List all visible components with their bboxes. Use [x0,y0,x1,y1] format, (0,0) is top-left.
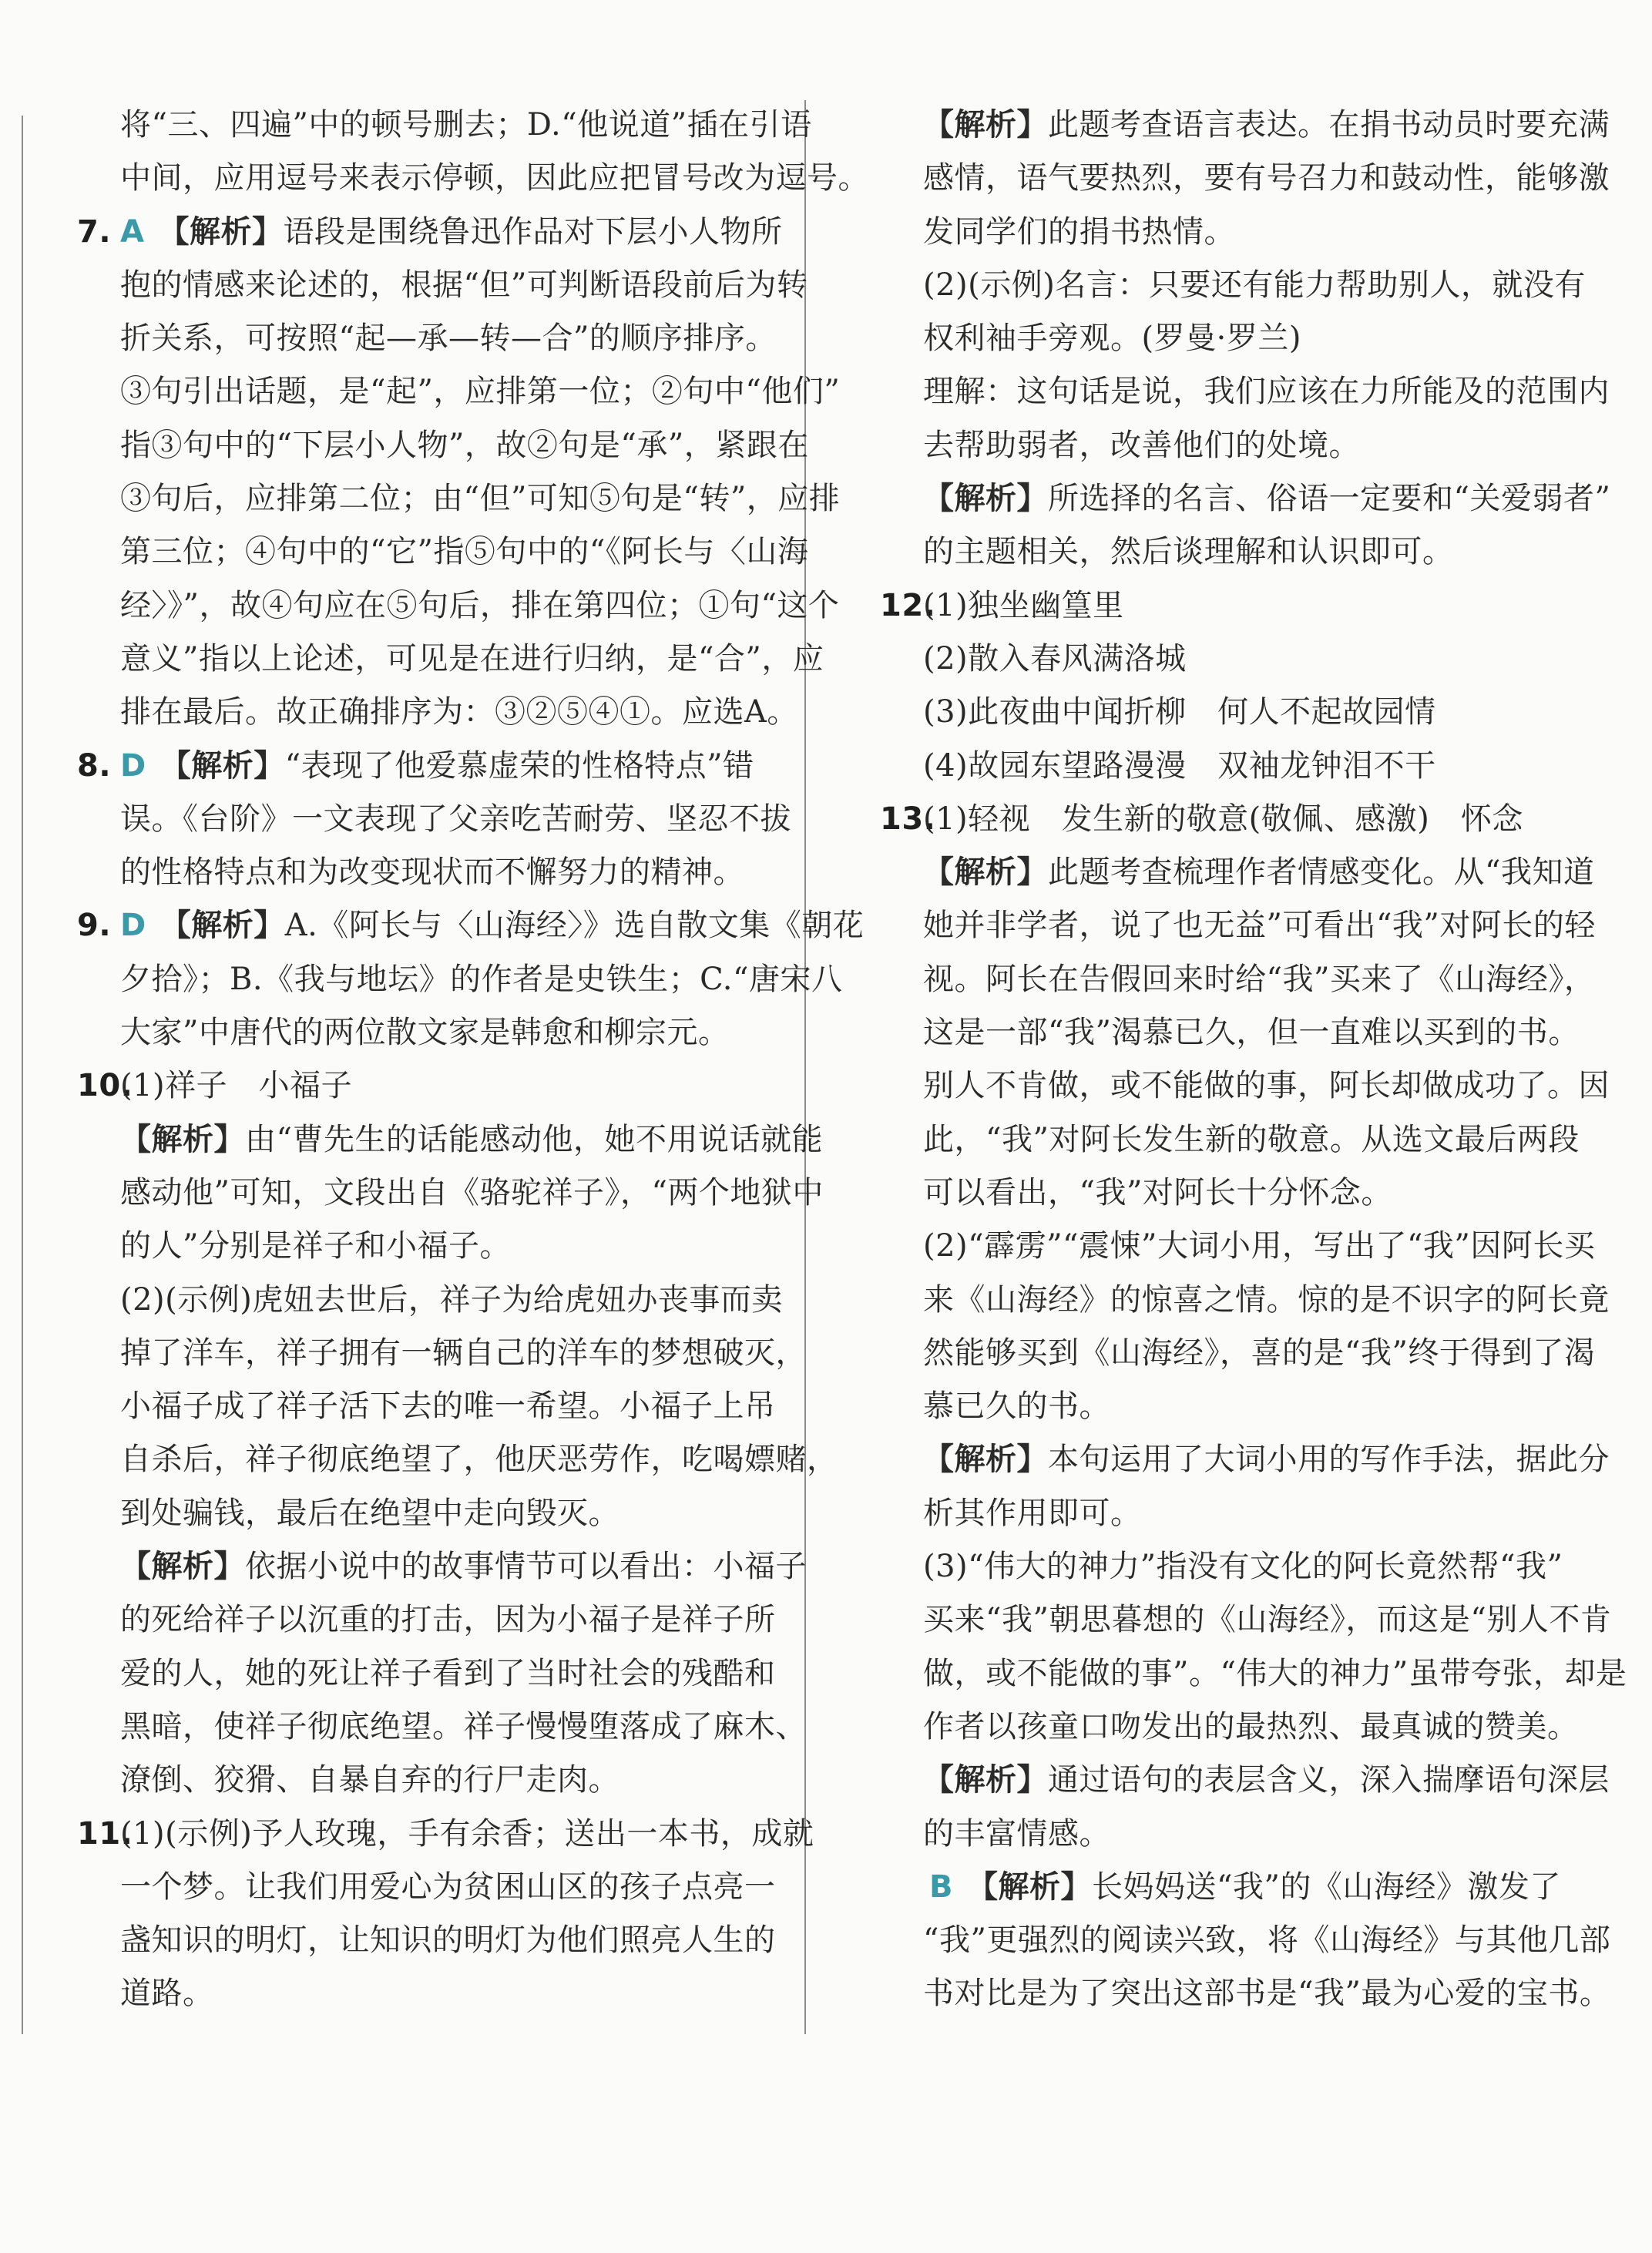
question-number: 13. [880,801,936,837]
question-number: 8. [77,747,112,784]
left-text-line [77,1059,771,1113]
left-text-line [77,1593,776,1647]
right-text-line [880,152,1610,205]
line-text: (3)“伟大的神力”指没有文化的阿长竟然帮“我” [923,1549,1563,1585]
left-text-line [77,740,771,793]
line-text: 爱的人，她的死让祥子看到了当时社会的残酷和 [120,1655,776,1691]
right-text-line [880,1274,1610,1327]
right-text-line [880,1327,1596,1380]
right-text-line [880,525,1543,579]
left-text-line [77,1113,823,1167]
right-text-line [880,206,1543,259]
line-text: 小福子成了祥子活下去的唯一希望。小福子上吊 [120,1388,776,1425]
line-text: 抱的情感来论述的，根据“但”可判断语段前后为转 [120,267,808,303]
line-text: 通过语句的表层含义，深入揣摩语句深层 [1048,1762,1610,1798]
analysis-tag: 【解析】 [923,1762,1048,1798]
line-text: 然能够买到《山海经》，喜的是“我”终于得到了渴 [923,1335,1596,1371]
line-text: 作者以孩童口吻发出的最热烈、最真诚的赞美。 [923,1708,1579,1744]
left-text-line [77,152,869,205]
right-text-line [880,1220,1596,1273]
left-text-line [77,472,841,525]
analysis-tag: 【解析】 [967,1869,1092,1905]
left-text-line [77,419,809,472]
right-text-line [880,1540,1563,1593]
question-number: 10. [77,1068,133,1104]
line-text: 潦倒、狡猾、自暴自弃的行尸走肉。 [120,1762,620,1798]
left-text-line [77,1220,771,1273]
left-text-line [77,1914,776,1967]
left-text-line [77,1487,771,1540]
right-text-line [880,419,1543,472]
line-text: 掉了洋车，祥子拥有一辆自己的洋车的梦想破灭， [120,1335,807,1371]
line-text: 依据小说中的故事情节可以看出：小福子 [245,1549,807,1585]
line-text: 她并非学者，说了也无益”可看出“我”对阿长的轻 [923,908,1596,944]
line-text: 感情，语气要热烈，要有号召力和鼓动性，能够激 [923,160,1610,196]
line-text: 道路。 [120,1976,214,2012]
analysis-tag: 【解析】 [120,1549,245,1585]
right-text-line [880,1113,1580,1167]
line-text: A.《阿长与〈山海经〉》选自散文集《朝花 [284,908,865,944]
line-text: 的死给祥子以沉重的打击，因为小福子是祥子所 [120,1602,776,1638]
analysis-tag: 【解析】 [159,747,285,784]
line-text: 本句运用了大词小用的写作手法，据此分 [1048,1442,1610,1478]
left-text-line [77,686,798,739]
right-text-line [880,1967,1611,2020]
right-text-line [880,740,1543,793]
line-text: “我”更强烈的阅读兴致，将《山海经》与其他几部 [923,1922,1611,1959]
right-text-line [880,1914,1611,1967]
line-text: 感动他”可知，文段出自《骆驼祥子》，“两个地狱中 [120,1174,824,1210]
right-column [880,99,1627,2021]
line-text: 发同学们的捐书热情。 [923,213,1235,250]
right-text-line [880,793,1543,846]
right-text-line [880,1593,1612,1647]
line-text: (2)散入春风满洛城 [923,640,1187,677]
left-text-line [77,1006,771,1059]
right-text-line [880,1380,1543,1433]
line-text: 别人不肯做，或不能做的事，阿长却做成功了。因 [923,1068,1610,1104]
left-text-line [77,953,843,1006]
left-text-line [77,1167,824,1220]
left-margin-rule [22,116,23,2034]
left-text-line [77,1327,807,1380]
right-text-line [880,259,1586,312]
line-text: (2)(示例)虎妞去世后，祥子为给虎妞办丧事而卖 [120,1281,783,1318]
line-text: ③句引出话题，是“起”，应排第一位；②句中“他们” [120,374,841,410]
line-text: 长妈妈送“我”的《山海经》激发了 [1092,1869,1561,1905]
right-text-line [880,1861,1561,1914]
left-text-line [77,365,841,418]
answer-letter: B [929,1869,953,1905]
left-text-line [77,206,783,259]
line-text: 做，或不能做的事”。“伟大的神力”虽带夸张，却是 [923,1655,1627,1691]
analysis-tag: 【解析】 [120,1121,245,1157]
line-text: 所选择的名言、俗语一定要和“关爱弱者” [1048,481,1611,517]
line-text: 黑暗，使祥子彻底绝望。祥子慢慢堕落成了麻木、 [120,1708,807,1744]
line-text: ③句后，应排第二位；由“但”可知⑤句是“转”，应排 [120,481,841,517]
right-text-line [880,1059,1610,1113]
question-number: 12. [880,587,936,623]
line-text: 误。《台阶》一文表现了父亲吃苦耐劳、坚忍不拔 [120,801,791,837]
line-text: 析其作用即可。 [923,1495,1142,1531]
line-text: 排在最后。故正确排序为：③②⑤④①。应选A。 [120,694,798,730]
line-text: 由“曹先生的话能感动他，她不用说话就能 [245,1121,823,1157]
left-text-line [77,1380,776,1433]
left-text-line [77,1754,771,1807]
left-text-line [77,1967,771,2020]
right-text-line [880,1808,1543,1861]
analysis-tag: 【解析】 [923,481,1048,517]
line-text: (4)故园东望路漫漫 双袖龙钟泪不干 [923,747,1436,784]
line-text: 权利袖手旁观。(罗曼·罗兰) [923,321,1301,357]
answer-letter: D [120,908,146,944]
line-text: 书对比是为了突出这部书是“我”最为心爱的宝书。 [923,1976,1611,2012]
line-text: 去帮助弱者，改善他们的处境。 [923,427,1360,463]
right-text-line [880,1701,1579,1754]
line-text: (1)轻视 发生新的敬意(敬佩、感激) 怀念 [923,801,1523,837]
right-text-line [880,686,1543,739]
question-number: 7. [77,213,112,250]
analysis-tag: 【解析】 [923,855,1048,891]
right-text-line [880,1487,1543,1540]
line-text: 经〉》”，故④句应在⑤句后，排在第四位；①句“这个 [120,587,840,623]
line-text: 一个梦。让我们用爱心为贫困山区的孩子点亮一 [120,1869,776,1905]
line-text: “表现了他爱慕虚荣的性格特点”错 [284,747,754,784]
line-text: 这是一部“我”渴慕已久，但一直难以买到的书。 [923,1015,1580,1051]
line-text: 买来“我”朝思暮想的《山海经》，而这是“别人不肯 [923,1602,1612,1638]
line-text: 此，“我”对阿长发生新的敬意。从选文最后两段 [923,1121,1580,1157]
line-text: 慕已久的书。 [923,1388,1110,1425]
line-text: 此题考查语言表达。在捐书动员时要充满 [1048,107,1610,143]
line-text: 意义”指以上论述，可见是在进行归纳，是“合”，应 [120,640,824,677]
line-text: 夕拾》；B.《我与地坛》的作者是史铁生；C.“唐宋八 [120,961,843,997]
right-text-line [880,99,1610,152]
left-text-line [77,259,808,312]
analysis-tag: 【解析】 [923,107,1048,143]
left-text-line [77,846,771,899]
line-text: 到处骗钱，最后在绝望中走向毁灭。 [120,1495,620,1531]
left-text-line [77,525,809,579]
answer-letter: D [120,747,146,784]
line-text: 可以看出，“我”对阿长十分怀念。 [923,1174,1392,1210]
left-text-line [77,579,840,633]
left-text-line [77,793,791,846]
line-text: (1)独坐幽篁里 [923,587,1124,623]
left-text-line [77,633,824,686]
right-text-line [880,1647,1627,1701]
left-text-line [77,1274,783,1327]
left-text-line [77,312,777,365]
left-text-line [77,899,865,952]
left-column [77,99,869,2021]
left-text-line [77,1647,776,1701]
right-text-line [880,846,1595,899]
line-text: (2)“霹雳”“震悚”大词小用，写出了“我”因阿长买 [923,1228,1596,1264]
right-text-line [880,953,1596,1006]
right-text-line [880,365,1610,418]
line-text: (3)此夜曲中闻折柳 何人不起故园情 [923,694,1436,730]
line-text: 的主题相关，然后谈理解和认识即可。 [923,534,1454,570]
line-text: 的性格特点和为改变现状而不懈努力的精神。 [120,855,744,891]
line-text: 来《山海经》的惊喜之情。惊的是不识字的阿长竟 [923,1281,1610,1318]
right-text-line [880,633,1543,686]
line-text: 中间，应用逗号来表示停顿，因此应把冒号改为逗号。 [120,160,869,196]
right-text-line [880,472,1611,525]
right-text-line [880,312,1543,365]
line-text: (1)(示例)予人玫瑰，手有余香；送出一本书，成就 [120,1815,814,1852]
line-text: 自杀后，祥子彻底绝望了，他厌恶劳作，吃喝嫖赌， [120,1442,838,1478]
right-text-line [880,1754,1610,1807]
line-text: 盏知识的明灯，让知识的明灯为他们照亮人生的 [120,1922,776,1959]
question-number: 9. [77,908,112,944]
right-text-line [880,1006,1580,1059]
question-number: 11. [77,1815,133,1852]
analysis-tag: 【解析】 [159,908,285,944]
analysis-tag: 【解析】 [923,1442,1048,1478]
left-text-line [77,1433,838,1486]
right-text-line [880,1167,1543,1220]
line-text: 的人”分别是祥子和小福子。 [120,1228,511,1264]
line-text: 第三位；④句中的“它”指⑤句中的“《阿长与〈山海 [120,534,809,570]
line-text: 将“三、四遍”中的顿号删去；D.“他说道”插在引语 [120,107,812,143]
right-text-line [880,579,1543,633]
line-text: 指③句中的“下层小人物”，故②句是“承”，紧跟在 [120,427,809,463]
analysis-tag: 【解析】 [158,213,284,250]
right-text-line [880,899,1596,952]
line-text: 此题考查梳理作者情感变化。从“我知道 [1048,855,1595,891]
line-text: 折关系，可按照“起—承—转—合”的顺序排序。 [120,321,777,357]
left-text-line [77,1808,814,1861]
left-text-line [77,1861,776,1914]
line-text: 大家”中唐代的两位散文家是韩愈和柳宗元。 [120,1015,730,1051]
answer-letter: A [120,213,145,250]
line-text: 的丰富情感。 [923,1815,1110,1852]
line-text: 视。阿长在告假回来时给“我”买来了《山海经》， [923,961,1596,997]
line-text: (2)(示例)名言：只要还有能力帮助别人，就没有 [923,267,1586,303]
right-text-line [880,1433,1610,1486]
line-text: 语段是围绕鲁迅作品对下层小人物所 [283,213,783,250]
left-text-line [77,99,812,152]
left-text-line [77,1701,807,1754]
line-text: 理解：这句话是说，我们应该在力所能及的范围内 [923,374,1610,410]
left-text-line [77,1540,807,1593]
line-text: (1)祥子 小福子 [120,1068,353,1104]
